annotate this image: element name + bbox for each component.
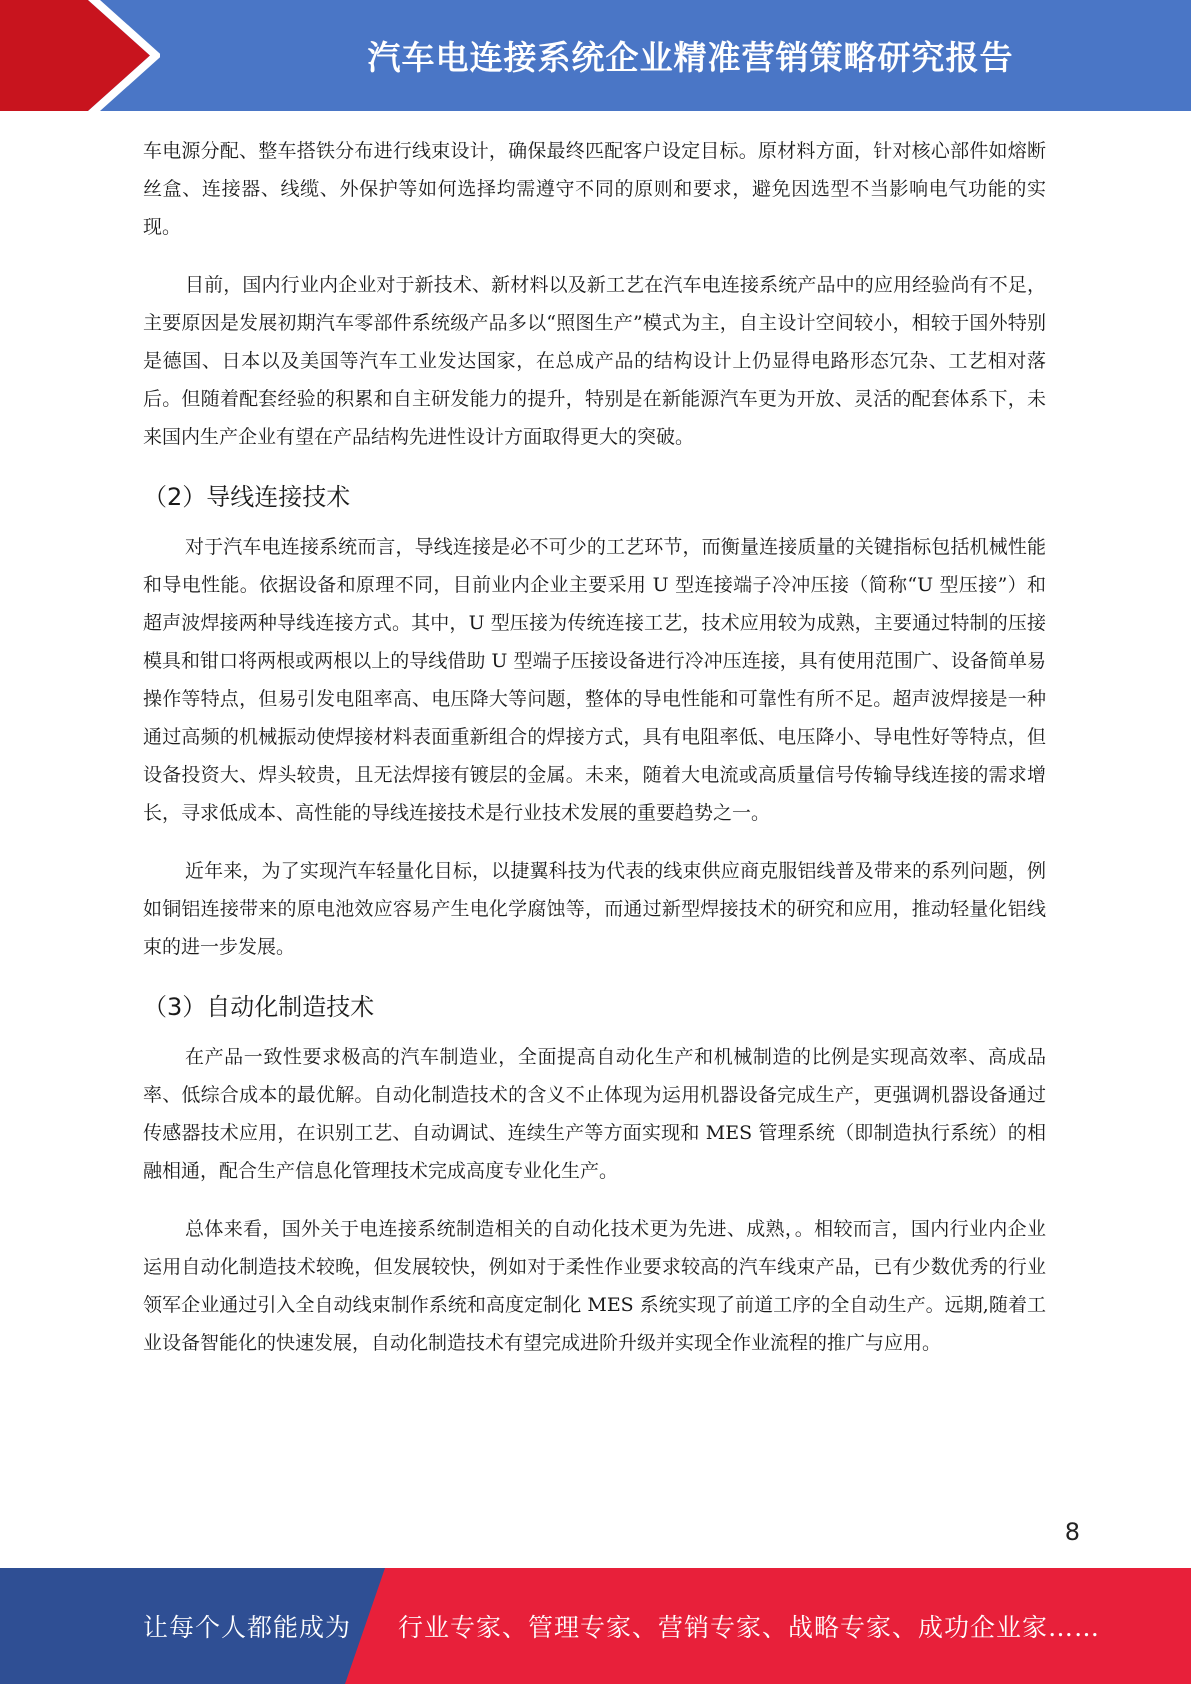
- section-heading-automated-manufacturing: （3）自动化制造技术: [143, 993, 375, 1021]
- footer-slogan-left: 让每个人都能成为: [143, 1613, 352, 1642]
- footer-slogan-right: 行业专家、管理专家、营销专家、战略专家、成功企业家……: [398, 1613, 1101, 1642]
- paragraph: 在产品一致性要求极高的汽车制造业，全面提高自动化生产和机械制造的比例是实现高效率、高成品率、低综合成本的最优解。自动化制造技术的含义不止体现为运用机器设备完成生产，更强调机器设备通过传感器技术应用，在识别工艺、自动调试、连续生产等方面实现和 MES 管理系统（即制造执行系统）的相融相通，配合生产信息化管理技术完成高度专业化生产。: [143, 1046, 1046, 1182]
- paragraph-continued: 车电源分配、整车搭铁分布进行线束设计，确保最终匹配客户设定目标。原材料方面，针对核心部件如熔断丝盒、连接器、线缆、外保护等如何选择均需遵守不同的原则和要求，避免因选型不当影响电气功能的实现。: [143, 140, 1046, 238]
- section-heading-wire-connection: （2）导线连接技术: [143, 483, 351, 511]
- paragraph: 总体来看，国外关于电连接系统制造相关的自动化技术更为先进、成熟，。相较而言，国内行业内企业运用自动化制造技术较晚，但发展较快，例如对于柔性作业要求较高的汽车线束产品，已有少数优秀的行业领军企业通过引入全自动线束制作系统和高度定制化 MES 系统实现了前道工序的全自动生产。远期,随着工业设备智能化的快速发展，自动化制造技术有望完成进阶升级并实现全作业流程的推广与应用。: [143, 1218, 1046, 1354]
- page-number: 8: [1064, 1518, 1080, 1546]
- header-arrow-decoration: [0, 0, 160, 111]
- report-title: 汽车电连接系统企业精准营销策略研究报告: [367, 38, 1014, 77]
- page-header: [0, 0, 1191, 111]
- paragraph: 目前，国内行业内企业对于新技术、新材料以及新工艺在汽车电连接系统产品中的应用经验尚有不足，主要原因是发展初期汽车零部件系统级产品多以“照图生产”模式为主，自主设计空间较小，相较于国外特别是德国、日本以及美国等汽车工业发达国家，在总成产品的结构设计上仍显得电路形态冗杂、工艺相对落后。但随着配套经验的积累和自主研发能力的提升，特别是在新能源汽车更为开放、灵活的配套体系下，未来国内生产企业有望在产品结构先进性设计方面取得更大的突破。: [143, 274, 1046, 448]
- page-footer: [0, 1568, 1191, 1684]
- paragraph: 近年来，为了实现汽车轻量化目标，以捷翼科技为代表的线束供应商克服铝线普及带来的系列问题，例如铜铝连接带来的原电池效应容易产生电化学腐蚀等，而通过新型焊接技术的研究和应用，推动轻量化铝线束的进一步发展。: [143, 860, 1046, 958]
- page-body: [143, 132, 1046, 1362]
- paragraph: 对于汽车电连接系统而言，导线连接是必不可少的工艺环节，而衡量连接质量的关键指标包括机械性能和导电性能。依据设备和原理不同，目前业内企业主要采用 U 型连接端子冷冲压接（简称“U 型压接”）和超声波焊接两种导线连接方式。其中，U 型压接为传统连接工艺，技术应用较为成熟，主要通过特制的压接模具和钳口将两根或两根以上的导线借助 U 型端子压接设备进行冷冲压连接，具有使用范围广、设备简单易操作等特点，但易引发电阻率高、电压降大等问题，整体的导电性能和可靠性有所不足。超声波焊接是一种通过高频的机械振动使焊接材料表面重新组合的焊接方式，具有电阻率低、电压降小、导电性好等特点，但设备投资大、焊头较贵，且无法焊接有镀层的金属。未来，随着大电流或高质量信号传输导线连接的需求增长，寻求低成本、高性能的导线连接技术是行业技术发展的重要趋势之一。: [143, 536, 1046, 824]
